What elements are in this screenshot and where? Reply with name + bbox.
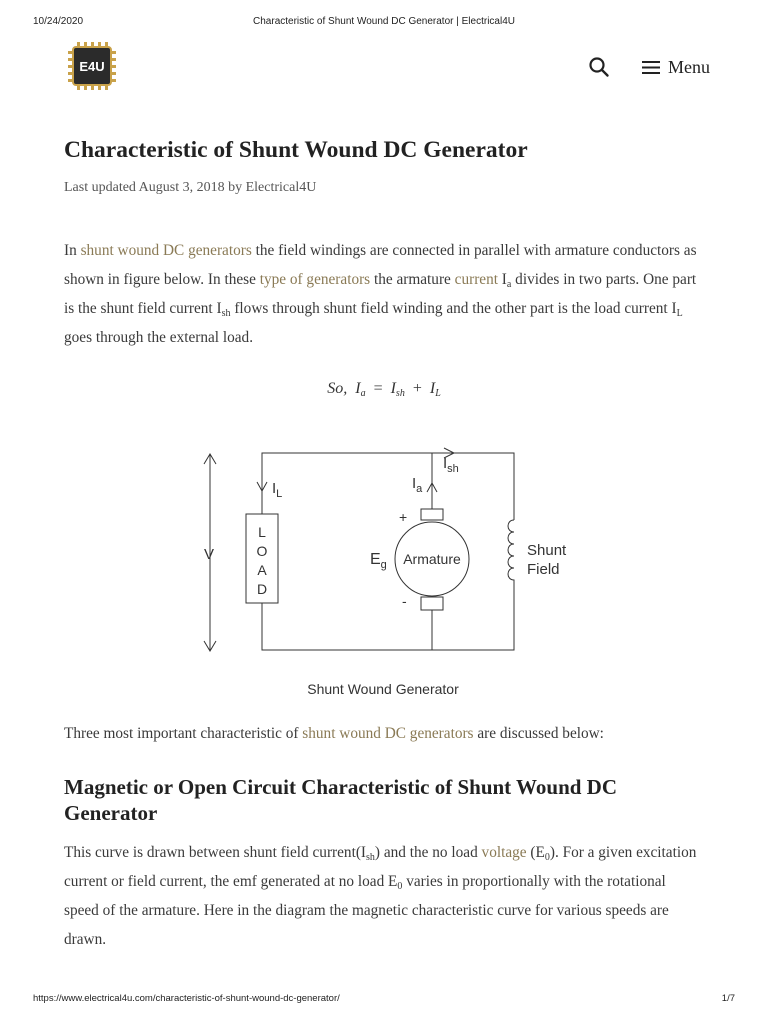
eg-label: $E_g$ (370, 551, 387, 571)
article (64, 135, 704, 403)
armature-label: Armature (403, 551, 461, 567)
subscript: sh (366, 852, 375, 863)
meta-by: by (228, 179, 243, 195)
ish-label: $I_{sh}$ (443, 455, 459, 475)
formula-plus: + (412, 379, 422, 397)
voltage-label: V (204, 546, 215, 563)
text: ) and the no load (374, 844, 482, 861)
subscript: a (360, 387, 366, 399)
print-header (33, 16, 735, 30)
section-heading: Magnetic or Open Circuit Characteristic of Shunt Wound DC Generator (64, 775, 618, 825)
print-url: https://www.electrical4u.com/characteristic-of-shunt-wound-dc-generator/ (33, 993, 340, 1004)
shunt-wound-generator-diagram (190, 440, 590, 702)
subscript: sh (395, 387, 405, 399)
brush-top (421, 509, 443, 520)
text: I (497, 270, 507, 288)
author-link[interactable]: Electrical4U (245, 179, 317, 195)
ia-label: $I_a$ (412, 475, 423, 495)
formula (64, 374, 704, 403)
logo-text: E4U (79, 59, 105, 74)
print-title: Characteristic of Shunt Wound DC Generator | Electrical4U (253, 16, 515, 27)
link-shunt-wound-dc-generators[interactable]: shunt wound DC generators (80, 241, 252, 259)
text: are discussed below: (473, 725, 604, 742)
subscript: 0 (397, 881, 403, 892)
top-wire (262, 453, 514, 520)
subscript: L (435, 387, 441, 399)
shunt-label: Shunt (527, 542, 567, 559)
link-current[interactable]: current (454, 270, 498, 288)
load-letter-d: D (256, 581, 268, 597)
subscript: L (676, 307, 683, 319)
paragraph-intro (64, 236, 704, 352)
print-footer (33, 993, 735, 1005)
formula-so: So, (327, 379, 348, 397)
formula-il: I (429, 379, 436, 397)
text: This curve is drawn between shunt field current(I (64, 844, 367, 861)
minus-sign: - (402, 593, 407, 609)
link-type-of-generators[interactable]: type of generators (259, 270, 371, 288)
field-label: Field (527, 561, 560, 578)
article-title: Characteristic of Shunt Wound DC Generator (64, 137, 528, 163)
link-shunt-wound-dc-generators-2[interactable]: shunt wound DC generators (302, 725, 474, 742)
meta-prefix: Last updated (64, 179, 136, 195)
subscript: sh (221, 307, 231, 319)
subscript: a (506, 278, 512, 290)
search-button[interactable] (588, 56, 610, 78)
subscript: 0 (544, 852, 550, 863)
meta-date-link[interactable]: August 3, 2018 (138, 179, 225, 195)
article-meta (64, 180, 704, 196)
text: goes through the external load. (64, 328, 254, 346)
paragraph-characteristics (64, 719, 704, 748)
formula-ish: I (390, 379, 396, 397)
formula-ia: I (355, 379, 361, 397)
il-label: $I_L$ (272, 480, 283, 500)
menu-button[interactable] (642, 55, 710, 79)
text: divides in two parts. One part is the shunt field current I (64, 270, 697, 317)
link-voltage[interactable]: voltage (481, 844, 527, 861)
page-number: 1/7 (721, 993, 735, 1004)
brush-bottom (421, 597, 443, 610)
load-letter-l: L (258, 524, 266, 540)
print-date: 10/24/2020 (33, 16, 84, 27)
chip-logo-icon (68, 42, 116, 90)
formula-equals: = (373, 379, 383, 397)
text: In (64, 241, 81, 259)
text: the field windings are connected in parallel with armature conductors as shown in figure below. In these (64, 241, 697, 288)
hamburger-icon (642, 59, 660, 75)
text: ). For a given excitation current or field current, the emf generated at no load E (64, 844, 697, 890)
search-icon (588, 56, 610, 78)
load-letter-o: O (256, 543, 268, 559)
site-logo[interactable] (68, 42, 116, 90)
bottom-wire (262, 588, 514, 650)
plus-sign: + (399, 509, 408, 525)
menu-label: Menu (668, 56, 710, 77)
text: the armature (370, 270, 455, 288)
text: varies in proportionally with the rotational speed of the armature. Here in the diagram the magnetic characteristic curve for various speeds are drawn. (64, 873, 669, 948)
text: Three most important characteristic of (64, 725, 303, 742)
load-letter-a: A (257, 562, 267, 578)
article-lower (64, 719, 704, 954)
shunt-field-coil (508, 520, 514, 588)
text: flows through shunt field winding and the other part is the load current I (230, 299, 677, 317)
paragraph-magnetic (64, 838, 704, 954)
diagram-caption: Shunt Wound Generator (307, 681, 459, 697)
text: (E (526, 844, 545, 861)
